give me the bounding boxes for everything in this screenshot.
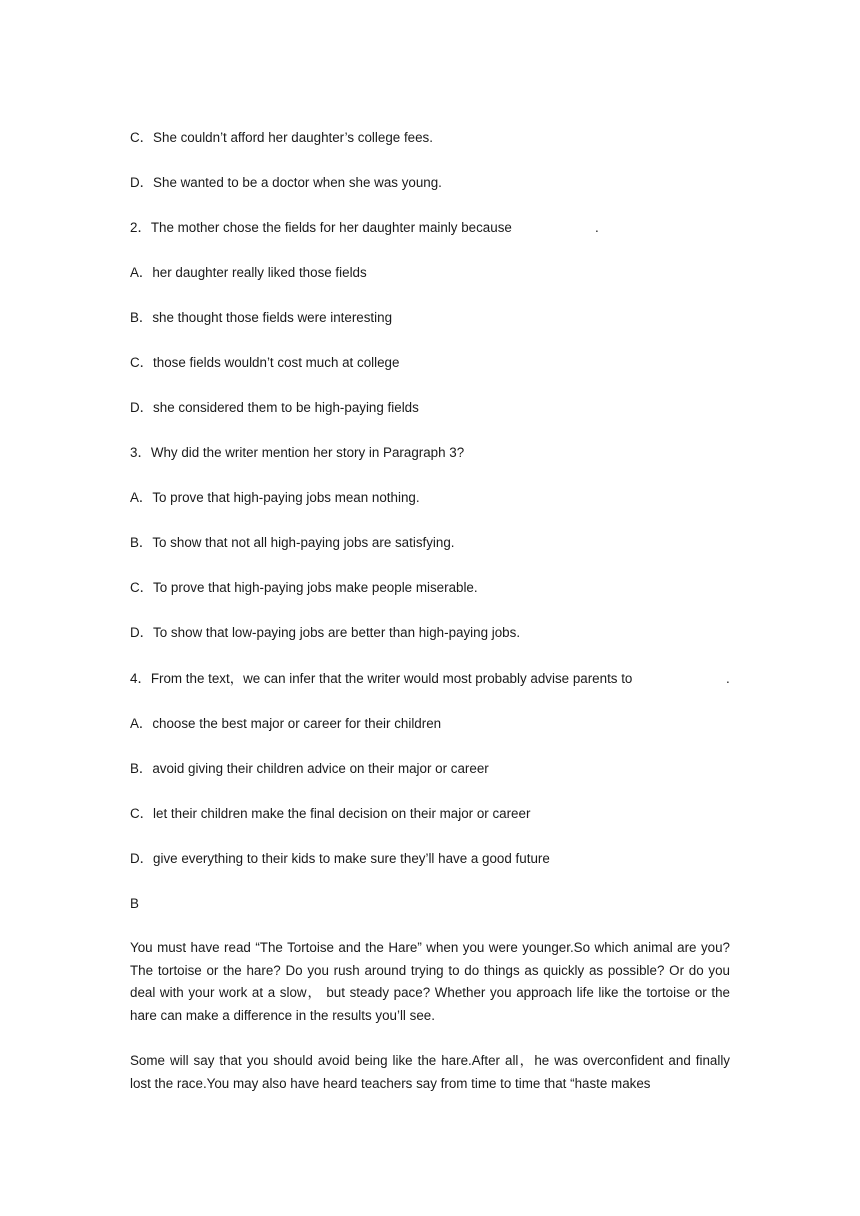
q4-option-b: B．avoid giving their children advice on their major or career (130, 761, 489, 776)
q3-option-d: D．To show that low-paying jobs are better than high-paying jobs. (130, 625, 521, 640)
q4-option-c: C．let their children make the final decision on their major or career (130, 806, 531, 821)
q4-option-a: A．choose the best major or career for their children (130, 716, 442, 731)
q2-option-a: A．her daughter really liked those fields (130, 265, 367, 280)
q2-option-b: B．she thought those fields were interesting (130, 310, 393, 325)
q3-option-a: A．To prove that high-paying jobs mean nothing. (130, 490, 420, 505)
passage-paragraph-1: You must have read “The Tortoise and the Hare” when you were younger.So which animal are you? The tortoise or the hare? Do you rush around trying to do things as quickly as possible? Or do you deal with your work at a slow， but steady pace? Whether you approach life like the tortoise or the hare can make a difference in the results you’ll see. (130, 940, 730, 1024)
q3-option-c: C．To prove that high-paying jobs make people miserable. (130, 580, 478, 595)
q2-stem: 2．The mother chose the fields for her daughter mainly because (130, 220, 512, 235)
q2-option-c: C．those fields wouldn’t cost much at college (130, 355, 400, 370)
q2-option-d: D．she considered them to be high-paying fields (130, 400, 419, 415)
q1-option-d: D．She wanted to be a doctor when she was young. (130, 175, 442, 190)
q1-option-c: C．She couldn’t afford her daughter’s college fees. (130, 130, 433, 145)
q3-option-b: B．To show that not all high-paying jobs are satisfying. (130, 535, 455, 550)
q4-stem: 4．From the text，we can infer that the writer would most probably advise parents to (130, 671, 633, 686)
q2-stem-end: . (595, 220, 599, 235)
q4-stem-end: . (726, 671, 730, 686)
section-b-heading: B (130, 896, 139, 911)
passage-paragraph-2: Some will say that you should avoid being like the hare.After all，he was overconfident and finally lost the race.You may also have heard teachers say from time to time that “haste makes (130, 1053, 730, 1091)
q4-option-d: D．give everything to their kids to make sure they’ll have a good future (130, 851, 550, 866)
q3-stem: 3．Why did the writer mention her story in Paragraph 3? (130, 445, 465, 460)
